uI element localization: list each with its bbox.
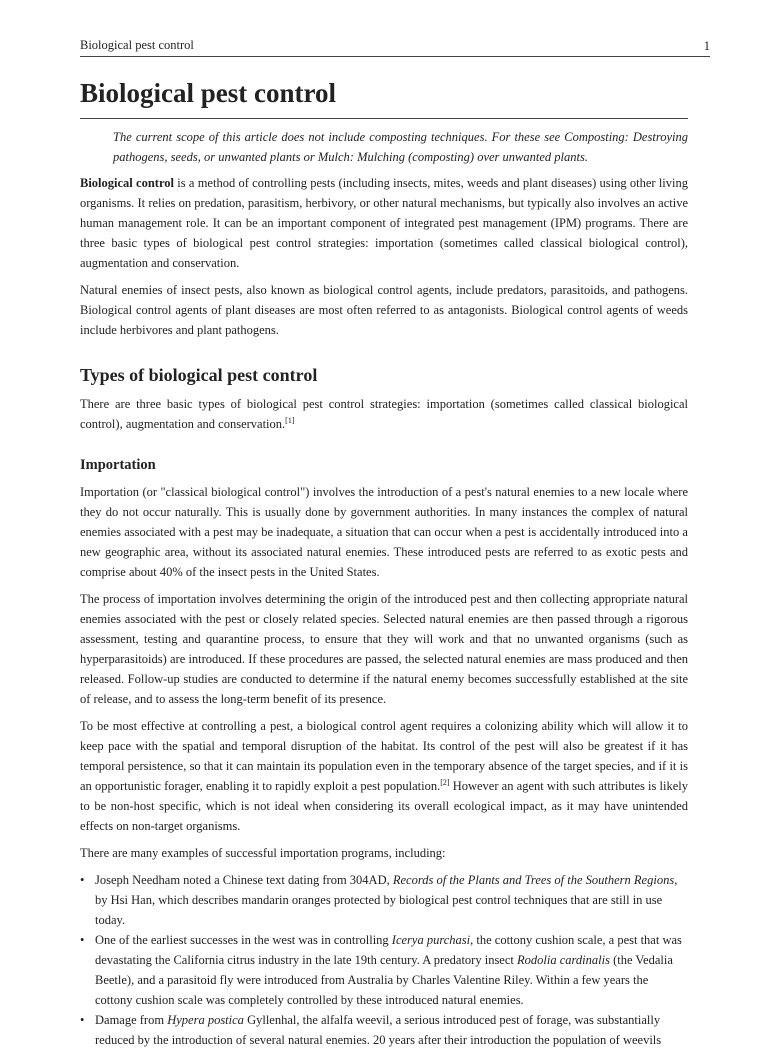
examples-list: [80, 870, 688, 1050]
list-item-text: Joseph Needham noted a Chinese text dating from 304AD,: [95, 873, 393, 887]
page-number: 1: [703, 39, 710, 53]
intro-p1-text: is a method of controlling pests (including insects, mites, weeds and plant diseases) using other living organisms. It relies on predation, parasitism, herbivory, or other natural mechanisms, but typically also involves an active human management role. It can be an important component of integrated pest management (IPM) programs. There are three basic types of biological pest control strategies: importation (sometimes called classical biological control), augmentation and conservation.: [80, 176, 688, 270]
list-item-italic: Icerya purchasi: [391, 933, 471, 947]
intro-bold-term: Biological control: [80, 176, 175, 190]
importation-paragraph-2: The process of importation involves determining the origin of the introduced pest and then collecting appropriate natural enemies associated with the pest or closely related species. Selected natural enemies are then passed through a rigorous assessment, testing and quarantine process, to ensure that they will work and that no unwanted organisms (such as hyperparasitoids) are introduced. If these procedures are passed, the selected natural enemies are mass produced and then released. Follow-up studies are conducted to determine if the natural enemy becomes successfully established at the site of release, and to assess the long-term benefit of its presence.: [80, 592, 688, 706]
list-item-text: , the cottony cushion scale, a pest that was devastating the California citrus industry in the late 19th century. A predatory insect: [95, 933, 682, 967]
intro-paragraph-1: [80, 173, 688, 273]
list-item-italic: Rodolia cardinalis: [517, 953, 610, 967]
list-item-italic: Hypera postica: [167, 1013, 244, 1027]
list-item-text: , by Hsi Han, which describes mandarin oranges protected by biological pest control techniques that are still in use today.: [95, 873, 678, 927]
importation-p3-text-b: However an agent with such attributes is likely to be non-host specific, which is not ideal when considering its overall ecological impact, as it may have unintended effects on non-target organisms.: [80, 779, 688, 833]
bullet-icon: •: [80, 873, 85, 887]
running-header: [80, 38, 710, 57]
article-body: [80, 76, 688, 1050]
list-item-text: (the Vedalia Beetle), and a parasitoid fly were introduced from Australia by Charles Valentine Riley. Within a few years the cottony cushion scale was completely controlled by these introduced natural enemies.: [95, 953, 673, 1007]
running-header-title: Biological pest control: [80, 38, 194, 52]
types-p1-text: There are three basic types of biological pest control strategies: importation (sometimes called classical biological control), augmentation and conservation.: [80, 397, 688, 431]
section-heading-importation: Importation: [80, 457, 156, 473]
section-heading-types: Types of biological pest control: [80, 365, 318, 385]
importation-paragraph-4: There are many examples of successful importation programs, including:: [80, 846, 446, 860]
importation-paragraph-3: [80, 716, 688, 836]
page-title: Biological pest control: [80, 76, 688, 119]
list-item-italic: Records of the Plants and Trees of the Southern Regions: [392, 873, 675, 887]
hatnote: The current scope of this article does not include composting techniques. For these see Composting: Destroying pathogens, seeds, or unwanted plants or Mulch: Mulching (composting) over unwanted plants.: [113, 130, 688, 164]
intro-paragraph-2: Natural enemies of insect pests, also known as biological control agents, include predators, parasitoids, and pathogens. Biological control agents of plant diseases are most often referred to as antagonists. Biological control agents of weeds include herbivores and plant pathogens.: [80, 283, 688, 337]
list-item: [80, 1010, 688, 1050]
list-item-text: Gyllenhal, the alfalfa weevil, a serious introduced pest of forage, was substantially reduced by the introduction of several natural enemies. 20 years after their introduction the population of weevils: [95, 1013, 662, 1047]
bullet-icon: •: [80, 1013, 85, 1027]
reference-2[interactable]: [2]: [440, 777, 450, 787]
importation-p3-text-a: To be most effective at controlling a pest, a biological control agent requires a colonizing ability which will allow it to keep pace with the spatial and temporal disruption of the habitat. Its control of the pest will also be greatest if it has temporal persistence, so that it can maintain its population even in the temporary absence of the target species, and if it is an opportunistic forager, enabling it to rapidly exploit a pest population.: [80, 719, 688, 793]
list-item: [80, 930, 688, 1010]
reference-1[interactable]: [1]: [285, 415, 295, 425]
list-item: [80, 870, 688, 930]
bullet-icon: •: [80, 933, 85, 947]
list-item-text: Damage from: [95, 1013, 168, 1027]
list-item-text: One of the earliest successes in the west was in controlling: [95, 933, 392, 947]
importation-paragraph-1: Importation (or "classical biological control") involves the introduction of a pest's natural enemies to a new locale where they do not occur naturally. This is usually done by government authorities. In many instances the complex of natural enemies associated with a pest may be inadequate, a situation that can occur when a pest is accidentally introduced into a new geographic area, without its associated natural enemies. These introduced pests are referred to as exotic pests and comprise about 40% of the insect pests in the United States.: [80, 485, 688, 579]
types-paragraph: [80, 394, 688, 434]
